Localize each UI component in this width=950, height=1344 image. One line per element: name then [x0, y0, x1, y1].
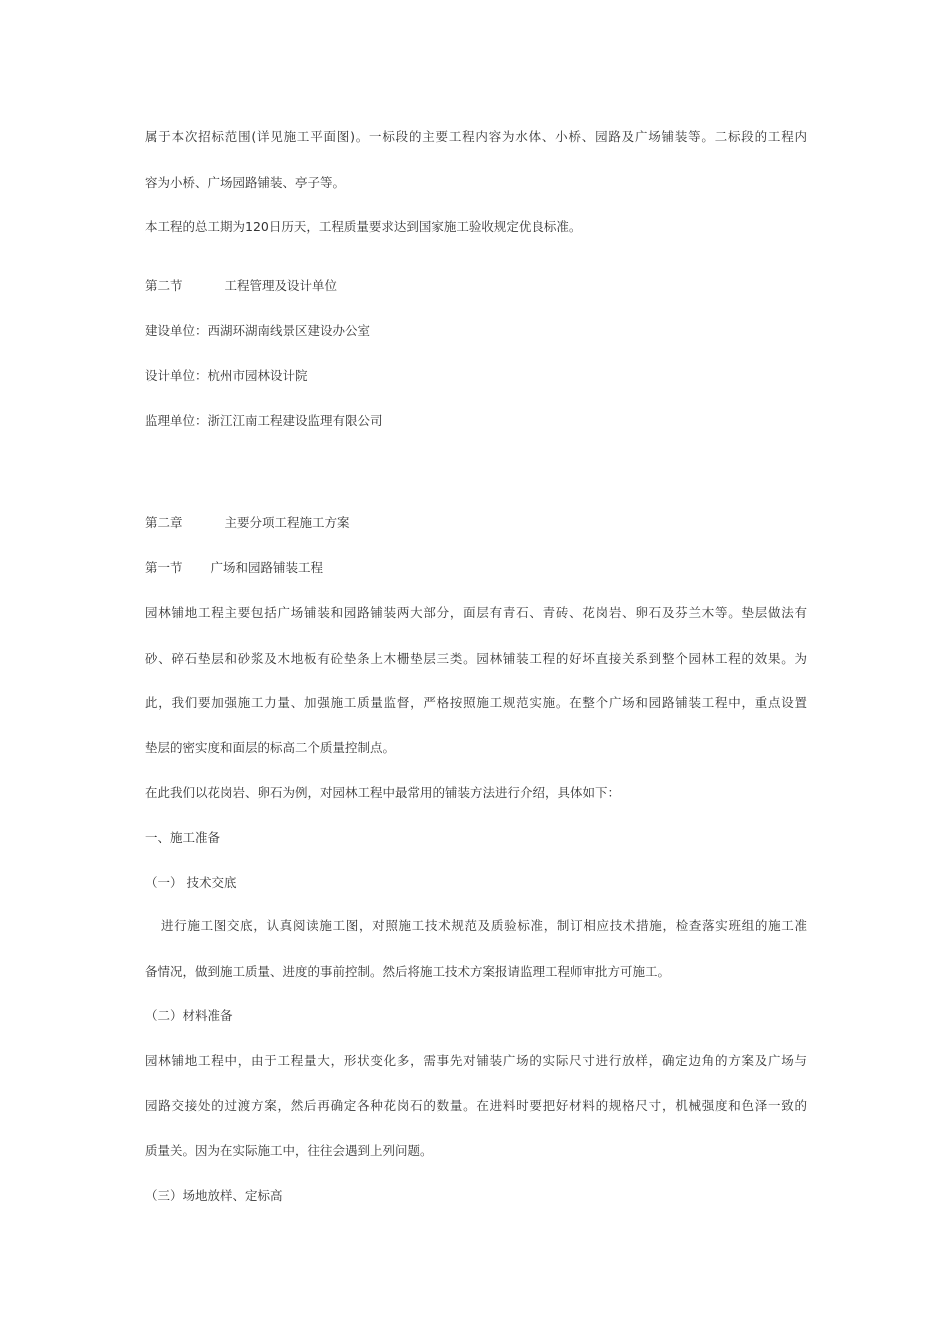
paragraph-intro-methods: 在此我们以花岗岩、卵石为例，对园林工程中最常用的铺装方法进行介绍，具体如下：: [145, 785, 621, 800]
paragraph-materials-line-2: 园路交接处的过渡方案，然后再确定各种花岗石的数量。在进料时要把好材料的规格尺寸，机械强度和色泽一致的: [145, 1098, 807, 1113]
paragraph-paving-line-3: 此，我们要加强施工力量、加强施工质量监督，严格按照施工规范实施。在整个广场和园路铺装工程中，重点设置: [145, 695, 807, 710]
paragraph-duration: 本工程的总工期为120日历天，工程质量要求达到国家施工验收规定优良标准。: [145, 219, 582, 234]
section-heading-management: [145, 277, 337, 295]
paragraph-materials-line-3: 质量关。因为在实际施工中，往往会遇到上列问题。: [145, 1143, 433, 1158]
section-title: 工程管理及设计单位: [224, 278, 338, 293]
chapter-title: 主要分项工程施工方案: [224, 515, 350, 530]
paragraph-paving-line-2: 砂、碎石垫层和砂浆及木地板有砼垫条上木栅垫层三类。园林铺装工程的好坏直接关系到整个园林工程的效果。为: [145, 651, 807, 666]
builder-unit: 建设单位：西湖环湖南线景区建设办公室: [145, 323, 371, 338]
chapter-heading: [145, 514, 350, 532]
section-label: 第二节: [145, 278, 183, 293]
paragraph-materials-line-1: 园林铺地工程中，由于工程量大，形状变化多，需事先对铺装广场的实际尺寸进行放样，确定边角的方案及广场与: [145, 1053, 807, 1068]
supervisor-unit: 监理单位：浙江江南工程建设监理有限公司: [145, 413, 383, 428]
paragraph-briefing-line-2: 备情况，做到施工质量、进度的事前控制。然后将施工技术方案报请监理工程师审批方可施工。: [145, 964, 671, 979]
item-heading-preparation: 一、施工准备: [145, 830, 221, 845]
paragraph-briefing-line-1: 进行施工图交底，认真阅读施工图，对照施工技术规范及质验标准，制订相应技术措施，检查落实班组的施工准: [161, 918, 807, 933]
paragraph-paving-line-4: 垫层的密实度和面层的标高二个质量控制点。: [145, 740, 396, 755]
subheading-technical-briefing: （一） 技术交底: [145, 875, 237, 890]
section-title: 广场和园路铺装工程: [210, 560, 324, 575]
paragraph-scope-line-1: 属于本次招标范围(详见施工平面图)。一标段的主要工程内容为水体、小桥、园路及广场铺装等。二标段的工程内: [145, 129, 807, 144]
subheading-material-preparation: （二）材料准备: [145, 1008, 233, 1023]
subheading-site-layout: （三）场地放样、定标高: [145, 1188, 283, 1203]
paragraph-scope-line-2: 容为小桥、广场园路铺装、亭子等。: [145, 175, 346, 190]
designer-unit: 设计单位：杭州市园林设计院: [145, 368, 308, 383]
section-heading-paving: [145, 559, 323, 577]
chapter-label: 第二章: [145, 515, 183, 530]
section-label: 第一节: [145, 560, 183, 575]
paragraph-paving-line-1: 园林铺地工程主要包括广场铺装和园路铺装两大部分，面层有青石、青砖、花岗岩、卵石及芬兰木等。垫层做法有: [145, 605, 807, 620]
